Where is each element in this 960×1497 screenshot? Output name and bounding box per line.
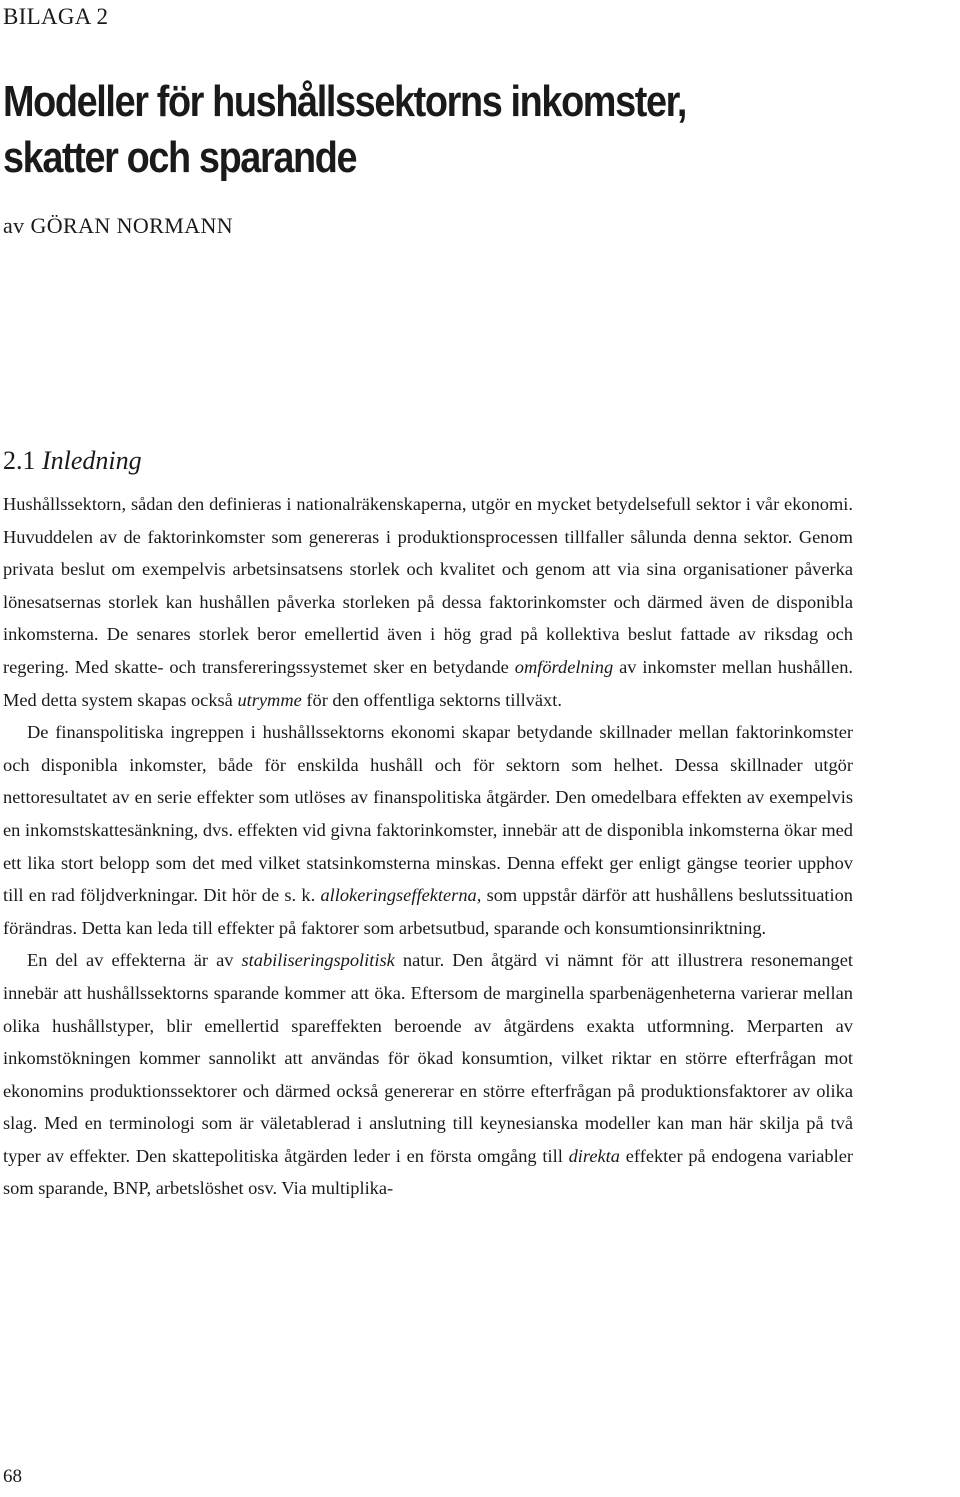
- chapter-title-line-1: Modeller för hushållssektorns inkomster,: [3, 77, 687, 126]
- paragraph-1: [3, 488, 853, 716]
- paragraph-3: [3, 944, 853, 1205]
- paragraph-3-emphasis-1: stabiliseringspolitisk: [241, 950, 395, 971]
- appendix-label: BILAGA 2: [3, 4, 109, 29]
- paragraph-3-text-c: effekter på endogena variabler som sparande, BNP, arbetslöshet osv. Via multiplika-: [3, 1145, 853, 1199]
- paragraph-1-emphasis-1: omfördelning: [514, 656, 614, 677]
- paragraph-2-text-a: De finanspolitiska ingreppen i hushållssektorns ekonomi skapar betydande skillnader mellan faktorinkomster och disponibla inkomster, både för enskilda hushåll och för sektorn som helhet. Dessa skillnader utgör nettoresultatet av en serie effekter som utlöses av finanspolitiska åtgärder. Den omedelbara effekten av exempelvis en inkomstskattesänkning, dvs. effekten vid givna faktorinkomster, innebär att de disponibla inkomsterna ökar med ett lika stort belopp som det med vilket statsinkomsterna minskas. Denna effekt ger enligt gängse teorier upphov till en rad följdverkningar. Dit hör de s. k.: [3, 722, 853, 906]
- paragraph-3-text-a: En del av effekterna är av: [27, 950, 242, 971]
- paragraph-2-emphasis-1: allokeringseffekterna,: [320, 885, 482, 906]
- section-heading: [3, 446, 142, 476]
- section-name: Inledning: [42, 446, 142, 475]
- paragraph-3-text-b: natur. Den åtgärd vi nämnt för att illustrera resonemanget innebär att hushållssektorns sparande kommer att öka. Eftersom de marginella sparbenägenheterna varierar mellan olika hushållstyper, blir emellertid spareffekten beroende av åtgärdens exakta utformning. Merparten av inkomstökningen kommer sannolikt att användas för ökad konsumtion, vilket riktar en större efterfrågan mot ekonomins produktionssektorer och därmed också genererar en större efterfrågan på produktionsfaktorer av olika slag. Med en terminologi som är väletablerad i anslutning till keynesianska modeller kan man här skilja på två typer av effekter. Den skattepolitiska åtgärden leder i en första omgång till: [3, 950, 853, 1166]
- author-byline: av GÖRAN NORMANN: [3, 213, 234, 238]
- section-number: 2.1: [3, 446, 36, 475]
- paragraph-2: [3, 716, 853, 944]
- chapter-title-line-2: skatter och sparande: [3, 133, 357, 182]
- paragraph-1-text-c: för den offentliga sektorns tillväxt.: [301, 689, 562, 710]
- paragraph-2-text-b: som uppstår därför att hushållens beslutssituation förändras. Detta kan leda till effekter på faktorer som arbetsutbud, sparande och konsumtionsinriktning.: [3, 885, 853, 938]
- paragraph-3-emphasis-2: direkta: [568, 1145, 620, 1166]
- chapter-title: [3, 74, 777, 186]
- page-number: 68: [3, 1466, 22, 1487]
- paragraph-1-text-a: Hushållssektorn, sådan den definieras i nationalräkenskaperna, utgör en mycket betydelsefull sektor i vår ekonomi. Huvuddelen av de faktorinkomster som genereras i produktionsprocessen tillfaller sålunda denna sektor. Genom privata beslut om exempelvis arbetsinsatsens storlek och kvalitet och genom att via sina organisationer påverka lönesatsernas storlek kan hushållen påverka storleken på dessa faktorinkomster och därmed även de disponibla inkomsterna. De senares storlek beror emellertid även i hög grad på kollektiva beslut fattade av riksdag och regering. Med skatte- och transfereringssystemet sker en betydande: [3, 494, 853, 677]
- paragraph-1-emphasis-2: utrymme: [237, 689, 302, 710]
- body-text: [3, 488, 853, 1205]
- paragraph-1-text-b: av inkomster mellan hushållen. Med detta system skapas också: [3, 656, 853, 710]
